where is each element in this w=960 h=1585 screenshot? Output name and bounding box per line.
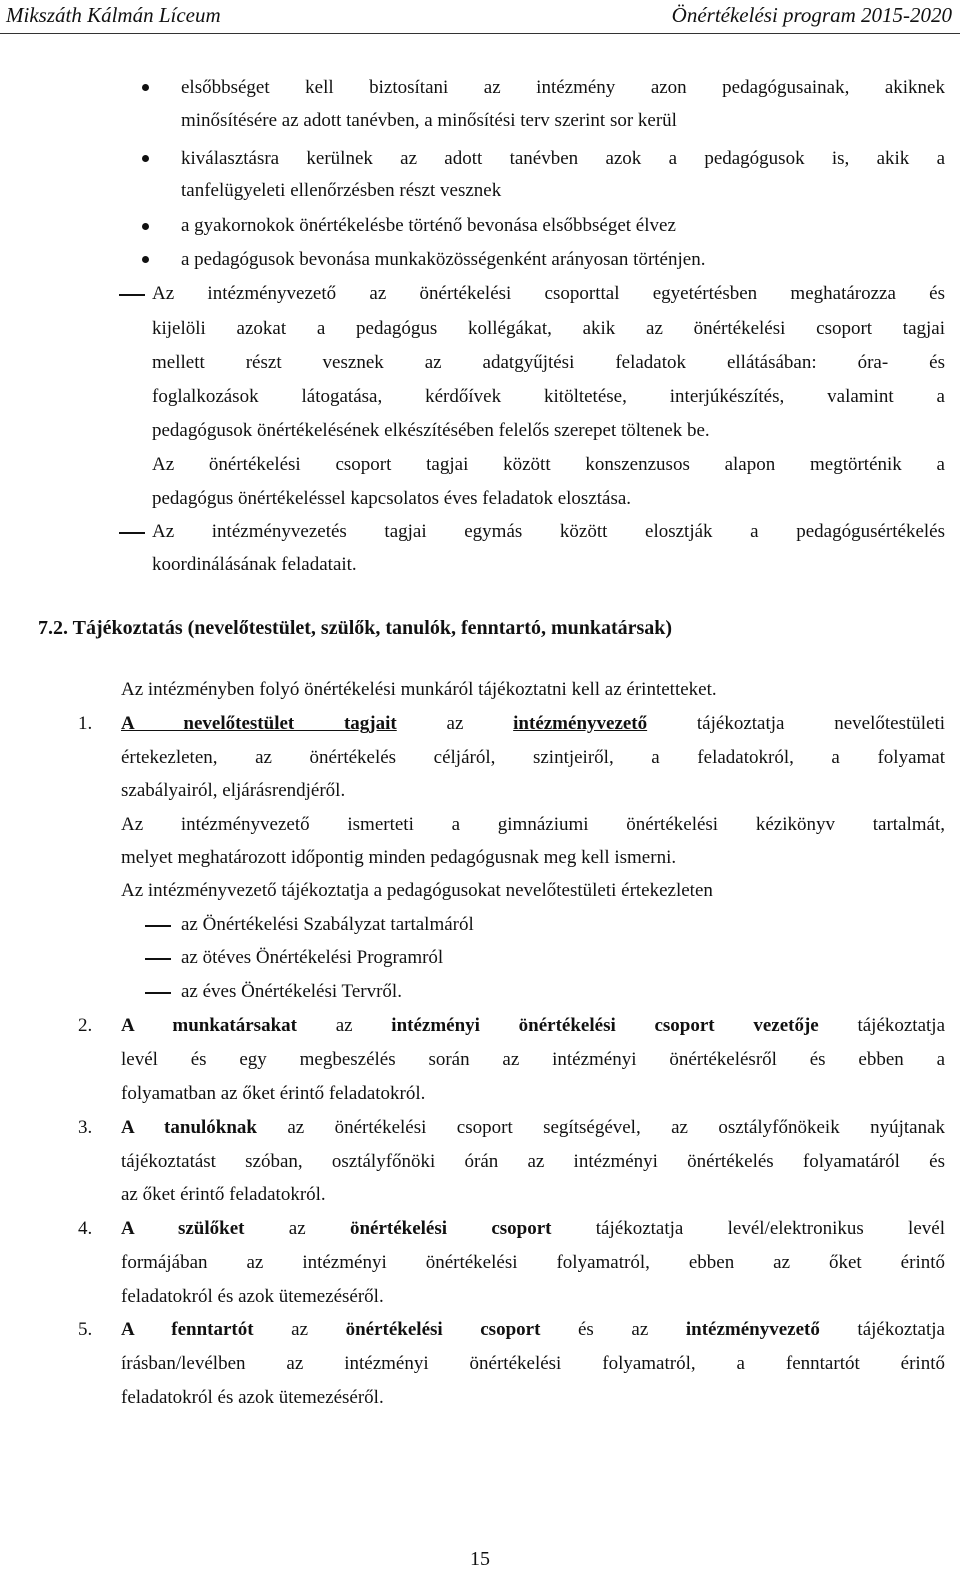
- item-1-connector: az: [396, 713, 514, 734]
- dash-1-line-7: pedagógus önértékeléssel kapcsolatos éves feladatok elosztása.: [152, 488, 632, 509]
- item-4-number: 4.: [78, 1218, 93, 1239]
- bullet-3: a gyakornokok önértékelésbe történő bevonása elsőbbséget élvez: [181, 215, 676, 236]
- dash-icon: [145, 958, 171, 960]
- section-heading: [38, 617, 672, 639]
- header-school-name: Mikszáth Kálmán Líceum: [6, 3, 221, 27]
- dash-1-line-6: Az önértékelési csoport tagjai között konszenzusos alapon megtörténik a: [152, 454, 945, 475]
- page-number: 15: [470, 1548, 490, 1570]
- item-1-subject: A nevelőtestület tagjait: [121, 713, 397, 734]
- section-title: Tájékoztatás (nevelőtestület, szülők, tanulók, fenntartó, munkatársak): [72, 617, 673, 639]
- page-header: [0, 0, 960, 34]
- item-1-line-1: [121, 713, 945, 735]
- item-2-line-2: levél és egy megbeszélés során az intézményi önértékelésről és ebben a: [121, 1049, 945, 1070]
- bullet-icon: [142, 84, 149, 91]
- item-2-number: 2.: [78, 1015, 93, 1036]
- item-5-line-1: [121, 1319, 945, 1341]
- item-4-line-2: formájában az intézményi önértékelési folyamatról, ebben az őket érintő: [121, 1252, 945, 1273]
- item-2-line-1: [121, 1015, 945, 1037]
- dash-icon: [145, 925, 171, 927]
- intro-paragraph: Az intézményben folyó önértékelési munkáról tájékoztatni kell az érintetteket.: [121, 679, 717, 700]
- item-3-line-1: [121, 1117, 945, 1139]
- item-4-line-3: feladatokról és azok ütemezéséről.: [121, 1286, 384, 1307]
- item-1-line-2: értekezleten, az önértékelés céljáról, szintjeiről, a feladatokról, a folyamat: [121, 747, 945, 768]
- item-4-rest: tájékoztatja levél/elektronikus levél: [551, 1218, 945, 1239]
- item-5-connector-2: és az: [540, 1319, 686, 1340]
- item-2-actor: intézményi önértékelési csoport vezetője: [391, 1015, 819, 1036]
- dash-2-line-2: koordinálásának feladatait.: [152, 554, 357, 575]
- item-2-rest: tájékoztatja: [818, 1015, 946, 1036]
- item-3-rest: az önértékelési csoport segítségével, az osztályfőnökeik nyújtanak: [257, 1117, 945, 1138]
- dash-2-line-1: Az intézményvezetés tagjai egymás között elosztják a pedagógusértékelés: [152, 521, 945, 542]
- item-3-line-3: az őket érintő feladatokról.: [121, 1184, 326, 1205]
- dash-icon: [119, 532, 145, 534]
- item-1-sub-3: az éves Önértékelési Tervről.: [181, 981, 402, 1002]
- item-3-number: 3.: [78, 1117, 93, 1138]
- item-1-line-4: Az intézményvezető ismerteti a gimnáziumi önértékelési kézikönyv tartalmát,: [121, 814, 945, 835]
- item-1-line-3: szabályairól, eljárásrendjéről.: [121, 780, 346, 801]
- item-1-rest: tájékoztatja nevelőtestületi: [647, 713, 946, 734]
- bullet-2-line-1: kiválasztásra kerülnek az adott tanévben azok a pedagógusok is, akik a: [181, 148, 945, 169]
- item-2-line-3: folyamatban az őket érintő feladatokról.: [121, 1083, 426, 1104]
- bullet-icon: [142, 256, 149, 263]
- bullet-4: a pedagógusok bevonása munkaközösségenként arányosan történjen.: [181, 249, 706, 270]
- item-3-line-2: tájékoztatást szóban, osztályfőnöki órán az intézményi önértékelés folyamatáról és: [121, 1151, 945, 1172]
- item-2-subject: A munkatársakat: [121, 1015, 297, 1036]
- dash-1-line-5: pedagógusok önértékelésének elkészítésében felelős szerepet töltenek be.: [152, 420, 710, 441]
- item-1-sub-1: az Önértékelési Szabályzat tartalmáról: [181, 914, 474, 935]
- item-2-connector: az: [296, 1015, 392, 1036]
- bullet-2-line-2: tanfelügyeleti ellenőrzésben részt vesznek: [181, 180, 502, 201]
- header-program-title: Önértékelési program 2015-2020: [671, 3, 952, 27]
- item-4-line-1: [121, 1218, 945, 1240]
- item-5-subject: A fenntartót: [121, 1319, 254, 1340]
- bullet-1-line-2: minősítésére az adott tanévben, a minősítési terv szerint sor kerül: [181, 110, 677, 131]
- item-5-line-2: írásban/levélben az intézményi önértékelési folyamatról, a fenntartót érintő: [121, 1353, 945, 1374]
- dash-1-line-3: mellett részt vesznek az adatgyűjtési feladatok ellátásában: óra- és: [152, 352, 945, 373]
- item-5-number: 5.: [78, 1319, 93, 1340]
- bullet-icon: [142, 223, 149, 230]
- item-4-connector: az: [244, 1218, 350, 1239]
- item-1-sub-2: az ötéves Önértékelési Programról: [181, 947, 444, 968]
- item-1-actor: intézményvezető: [513, 713, 648, 734]
- bullet-icon: [142, 155, 149, 162]
- item-5-line-3: feladatokról és azok ütemezéséről.: [121, 1387, 384, 1408]
- dash-icon: [119, 294, 145, 296]
- dash-1-line-2: kijelöli azokat a pedagógus kollégákat, akik az önértékelési csoport tagjai: [152, 318, 945, 339]
- item-4-subject: A szülőket: [121, 1218, 245, 1239]
- item-4-actor: önértékelési csoport: [349, 1218, 552, 1239]
- bullet-1-line-1: elsőbbséget kell biztosítani az intézmény azon pedagógusainak, akiknek: [181, 77, 945, 98]
- item-1-line-5: melyet meghatározott időpontig minden pedagógusnak meg kell ismerni.: [121, 847, 677, 868]
- item-5-connector-1: az: [253, 1319, 346, 1340]
- dash-icon: [145, 992, 171, 994]
- item-5-rest: tájékoztatja: [819, 1319, 945, 1340]
- dash-1-line-4: foglalkozások látogatása, kérdőívek kitöltetése, interjúkészítés, valamint a: [152, 386, 945, 407]
- item-1-line-6: Az intézményvezető tájékoztatja a pedagógusokat nevelőtestületi értekezleten: [121, 880, 713, 901]
- item-5-actor-2: intézményvezető: [685, 1319, 820, 1340]
- dash-1-line-1: Az intézményvezető az önértékelési csoporttal egyetértésben meghatározza és: [152, 283, 945, 304]
- item-5-actor-1: önértékelési csoport: [345, 1319, 541, 1340]
- section-number: 7.2.: [38, 617, 68, 639]
- item-3-subject: A tanulóknak: [121, 1117, 257, 1138]
- item-1-number: 1.: [78, 713, 93, 734]
